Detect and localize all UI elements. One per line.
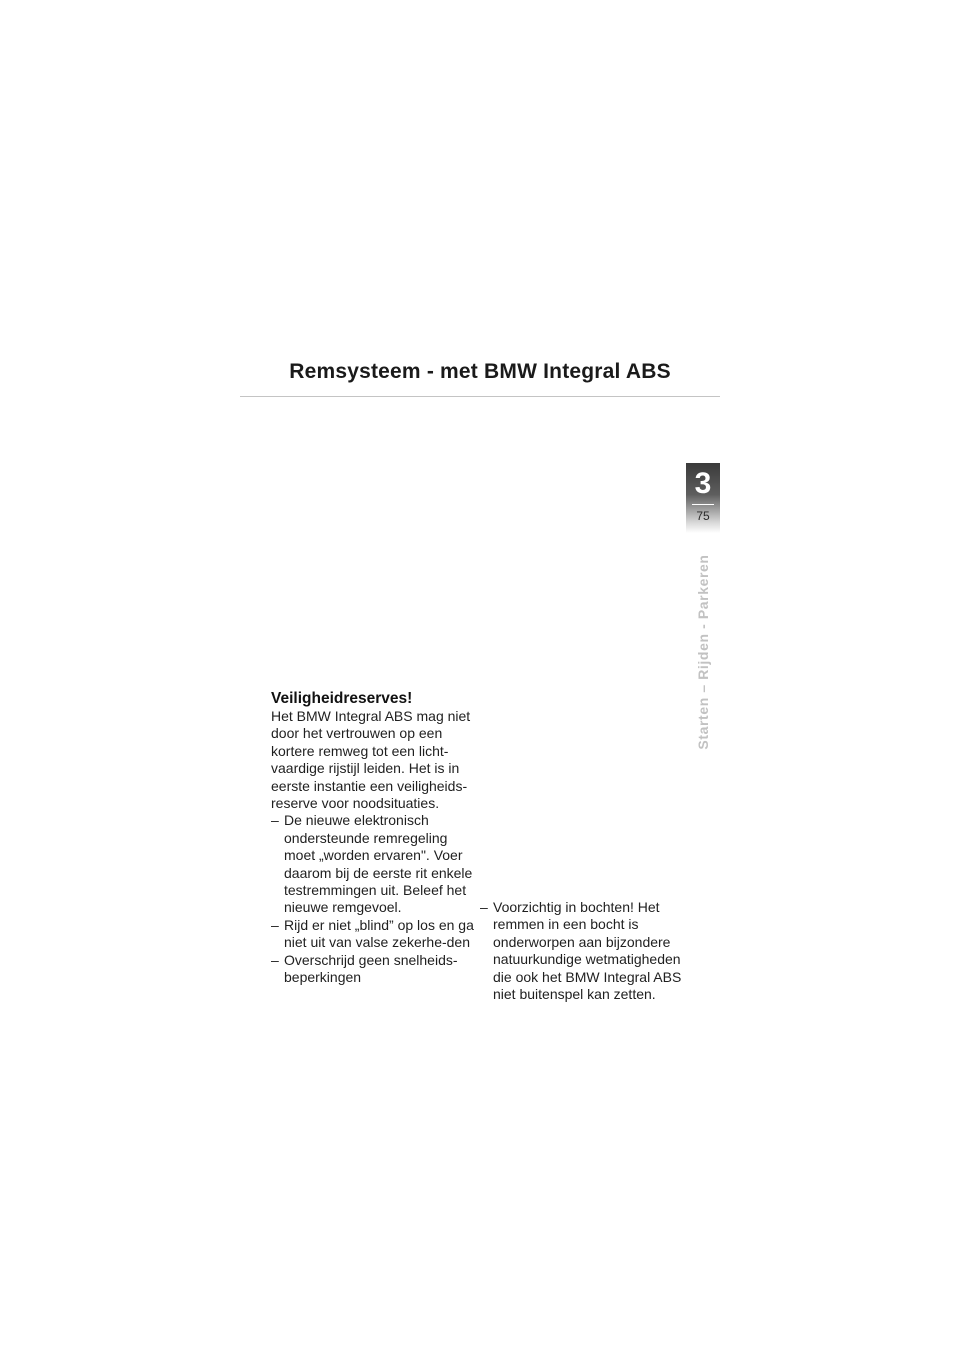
section-heading: Veiligheidreserves!: [271, 690, 413, 707]
list-dash: –: [271, 951, 279, 968]
intro-paragraph: Het BMW Integral ABS mag niet door het vertrouwen op een kortere remweg tot een licht-vaardige rijstijl leiden. Het is in eerste instantie een veiligheids-reserve voor noodsituaties.: [271, 708, 471, 812]
list-item: [271, 812, 477, 916]
chapter-divider: [692, 504, 714, 505]
page-title: Remsysteem - met BMW Integral ABS: [289, 360, 671, 383]
list-item-text: Rijd er niet „blind” op los en ga niet uit van valse zekerhe-den: [284, 916, 474, 951]
safety-list: [271, 812, 477, 986]
title-divider: [240, 396, 720, 397]
list-item-text: Overschrijd geen snelheids-beperkingen: [284, 951, 458, 986]
chapter-side-label: Starten – Rijden - Parkeren: [695, 554, 711, 750]
chapter-number: 3: [694, 467, 712, 500]
list-dash: –: [271, 812, 279, 829]
list-item: [271, 952, 477, 987]
list-item-text: De nieuwe elektronisch ondersteunde remregeling moet „worden ervaren". Voer daarom bij de eerste rit enkele testremmingen uit. Beleef het nieuwe remgevoel.: [284, 812, 473, 916]
list-item-text: Voorzichtig in bochten! Het remmen in een bocht is onderworpen aan bijzondere natuurkundige wetmatigheden die ook het BMW Integral ABS niet buitenspel kan zetten.: [493, 899, 682, 1003]
chapter-tab: [686, 463, 720, 533]
left-column: [271, 690, 477, 987]
cornering-list: [480, 899, 690, 1003]
list-dash: –: [480, 899, 488, 915]
list-dash: –: [271, 916, 279, 933]
page-number: 75: [696, 509, 710, 523]
list-item: [480, 899, 690, 1003]
list-item: [271, 917, 477, 952]
right-column: [480, 899, 690, 1003]
